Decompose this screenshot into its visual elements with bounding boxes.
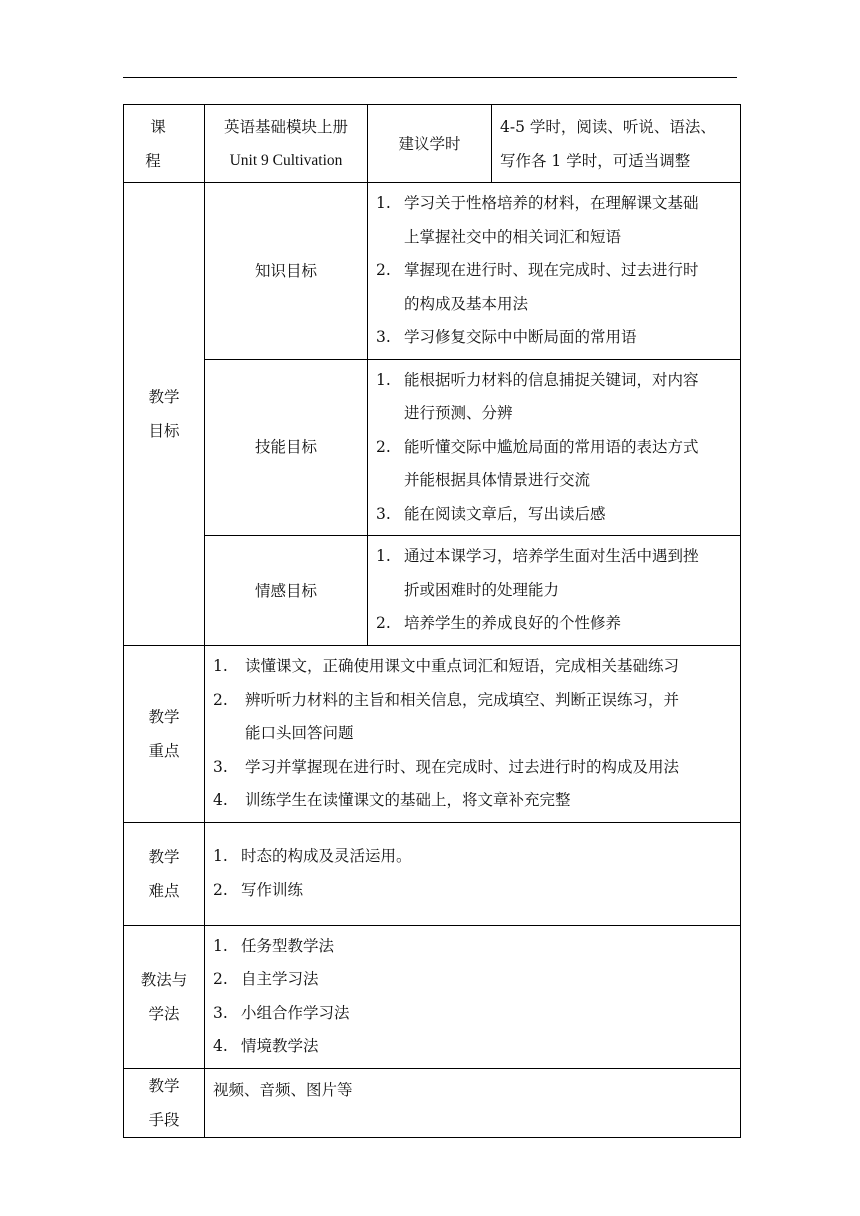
skills-items-cell <box>368 359 741 536</box>
list-item <box>376 321 734 355</box>
list-item <box>213 784 734 818</box>
list-item <box>213 684 734 751</box>
item-text: 能根据听力材料的信息捕捉关键词，对内容 <box>404 370 699 389</box>
course-row <box>124 105 741 183</box>
item-number: 1. <box>213 657 228 675</box>
list-item <box>213 997 734 1031</box>
hours-line-1: 4-5 学时，阅读、听说、语法、 <box>500 117 716 136</box>
course-name-cn: 英语基础模块上册 <box>223 117 348 136</box>
emotion-label-cell <box>205 536 368 646</box>
item-text: 培养学生的养成良好的个性修养 <box>404 614 622 633</box>
item-number: 3. <box>376 504 391 523</box>
item-number: 2. <box>213 970 228 988</box>
skills-label: 技能目标 <box>254 438 317 457</box>
list-item <box>376 187 734 254</box>
item-text: 掌握现在进行时、现在完成时、过去进行时 <box>404 261 699 279</box>
list-item <box>376 364 734 431</box>
methods-items-cell <box>205 925 741 1068</box>
item-text: 能在阅读文章后，写出读后感 <box>404 504 606 523</box>
item-number: 1. <box>376 194 391 212</box>
objective-emotion-row <box>124 536 741 646</box>
list-item <box>376 254 734 321</box>
item-number: 3. <box>213 757 228 776</box>
item-text: 并能根据具体情景进行交流 <box>404 471 591 489</box>
objectives-label-cell <box>124 183 205 646</box>
list-item <box>213 963 734 997</box>
hours-label-cell <box>368 105 492 183</box>
item-text: 学习并掌握现在进行时、现在完成时、过去进行时的构成及用法 <box>245 757 680 776</box>
item-text: 上掌握社交中的相关词汇和短语 <box>404 227 622 246</box>
list-item <box>213 840 734 874</box>
difficulties-label-2: 难点 <box>148 881 180 900</box>
difficulties-label-1: 教学 <box>148 847 180 866</box>
emotion-label: 情感目标 <box>254 581 317 600</box>
header-rule <box>123 77 737 78</box>
list-item <box>213 930 734 964</box>
item-number: 1. <box>376 547 391 566</box>
key-points-items-cell <box>205 646 741 823</box>
item-text: 进行预测、分辨 <box>404 404 513 422</box>
item-text: 写作训练 <box>241 880 304 899</box>
methods-row <box>124 925 741 1068</box>
item-text: 读懂课文，正确使用课文中重点词汇和短语，完成相关基础练习 <box>245 657 680 675</box>
knowledge-items-cell <box>368 183 741 360</box>
list-item <box>376 607 734 641</box>
emotion-items-cell <box>368 536 741 646</box>
item-text: 能听懂交际中尴尬局面的常用语的表达方式 <box>404 437 699 456</box>
key-points-row <box>124 646 741 823</box>
course-label: 课 程 <box>145 117 188 170</box>
key-points-list <box>213 650 734 818</box>
hours-line-2: 写作各 1 学时，可适当调整 <box>500 151 691 170</box>
item-number: 2. <box>376 437 391 456</box>
objectives-label-2: 目标 <box>148 422 180 440</box>
course-label-cell <box>124 105 205 183</box>
item-text: 学习修复交际中中断局面的常用语 <box>404 328 637 346</box>
hours-label: 建议学时 <box>398 134 461 153</box>
hours-value-cell <box>492 105 741 183</box>
difficulties-items-cell <box>205 822 741 925</box>
item-number: 1. <box>376 370 391 389</box>
lesson-plan-table <box>123 104 741 1138</box>
key-points-label-cell <box>124 646 205 823</box>
emotion-list <box>376 540 734 641</box>
difficulties-row <box>124 822 741 925</box>
list-item <box>213 650 734 684</box>
item-number: 2. <box>376 261 391 279</box>
knowledge-label-cell <box>205 183 368 360</box>
list-item <box>376 498 734 532</box>
item-text: 小组合作学习法 <box>241 1003 350 1022</box>
skills-label-cell <box>205 359 368 536</box>
item-number: 2. <box>213 690 228 709</box>
skills-list <box>376 364 734 532</box>
item-text: 折或困难时的处理能力 <box>404 580 560 599</box>
list-item <box>213 751 734 785</box>
means-label-2: 手段 <box>148 1110 180 1129</box>
methods-label-2: 学法 <box>148 1004 180 1023</box>
objective-knowledge-row <box>124 183 741 360</box>
item-number: 3. <box>376 328 391 346</box>
difficulties-list <box>213 840 734 907</box>
means-text: 视频、音频、图片等 <box>213 1080 353 1099</box>
list-item <box>376 540 734 607</box>
list-item <box>376 431 734 498</box>
course-name-en: Unit 9 Cultivation <box>229 151 343 169</box>
item-number: 4. <box>213 791 228 809</box>
item-text: 辨听听力材料的主旨和相关信息，完成填空、判断正误练习，并 <box>245 690 680 709</box>
key-points-label-1: 教学 <box>148 707 180 726</box>
item-number: 2. <box>376 614 391 633</box>
item-number: 2. <box>213 880 228 899</box>
item-text: 的构成及基本用法 <box>404 294 529 313</box>
means-label-cell <box>124 1068 205 1137</box>
means-row <box>124 1068 741 1137</box>
key-points-label-2: 重点 <box>148 741 180 760</box>
list-item <box>213 874 734 908</box>
item-text: 能口头回答问题 <box>245 724 354 742</box>
difficulties-label-cell <box>124 822 205 925</box>
knowledge-list <box>376 187 734 355</box>
item-text: 自主学习法 <box>241 970 319 988</box>
methods-label-1: 教法与 <box>140 970 188 989</box>
means-value-cell <box>205 1068 741 1137</box>
item-text: 训练学生在读懂课文的基础上，将文章补充完整 <box>245 791 571 809</box>
item-text: 情境教学法 <box>241 1037 319 1055</box>
item-number: 1. <box>213 847 228 865</box>
methods-label-cell <box>124 925 205 1068</box>
list-item <box>213 1030 734 1064</box>
item-text: 时态的构成及灵活运用。 <box>241 847 412 865</box>
item-text: 学习关于性格培养的材料，在理解课文基础 <box>404 194 699 212</box>
item-number: 3. <box>213 1003 228 1022</box>
methods-list <box>213 930 734 1064</box>
knowledge-label: 知识目标 <box>254 261 317 280</box>
item-text: 任务型教学法 <box>241 936 335 955</box>
objective-skills-row <box>124 359 741 536</box>
item-text: 通过本课学习，培养学生面对生活中遇到挫 <box>404 547 699 566</box>
objectives-label-1: 教学 <box>148 388 180 406</box>
item-number: 4. <box>213 1037 228 1055</box>
item-number: 1. <box>213 936 228 955</box>
means-label-1: 教学 <box>148 1076 180 1095</box>
course-name-cell <box>205 105 368 183</box>
